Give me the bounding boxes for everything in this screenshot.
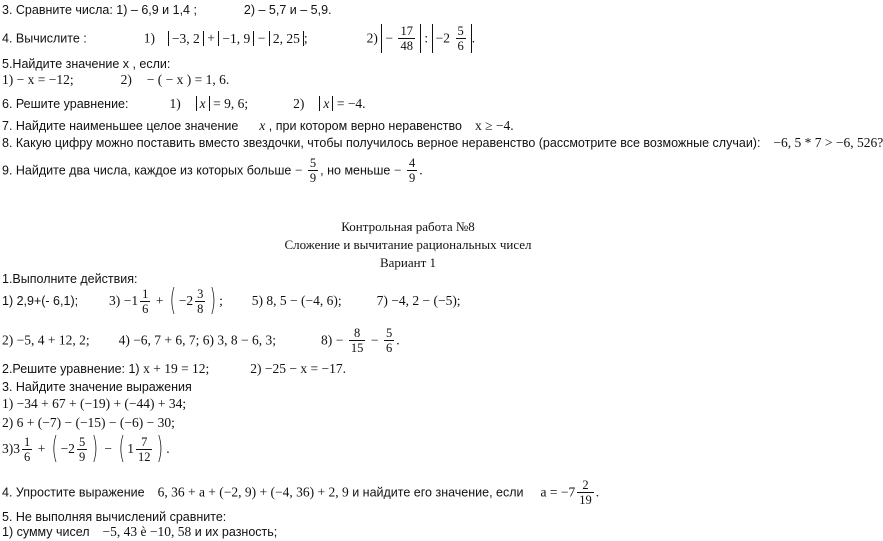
- right-paren: ): [157, 431, 164, 466]
- task-5-text: 1) сумму чисел: [2, 525, 90, 539]
- fraction: $\frac{5}{9}$: [78, 434, 86, 464]
- mixed-number-whole: −2: [178, 293, 194, 308]
- left-paren: (: [51, 431, 58, 466]
- task-1-title: 1.Выполните действия:: [2, 272, 138, 286]
- fraction: $\frac{8}{15}$: [350, 326, 364, 355]
- task-1-expr-4-6: 4) −6, 7 + 6, 7; 6) 3, 8 − 6, 3;: [118, 332, 277, 348]
- task-3-expr-3: [2, 431, 170, 470]
- task-5-part-1: [2, 524, 277, 540]
- abs-x: x: [196, 96, 210, 111]
- task-5-title: 5. Не выполняя вычислений сравните:: [2, 510, 227, 524]
- fraction: $\frac{5}{9}$: [309, 156, 317, 185]
- problem-7-inequality: x ≥ −4.: [474, 118, 514, 133]
- problem-4-index-1: 1): [143, 30, 155, 46]
- task-1-row-1: [2, 283, 461, 322]
- operator: −: [104, 441, 113, 456]
- problem-7-rest: , при котором верно неравенство: [268, 119, 462, 133]
- problem-6-part-2: = −4.: [336, 96, 366, 111]
- problem-5-title: 5.Найдите значение x , если:: [2, 57, 171, 71]
- fraction: $\frac{4}{9}$: [408, 156, 416, 185]
- task-2-text: 2.Решите уравнение: 1): [2, 362, 140, 376]
- task-4: [2, 478, 599, 510]
- problem-5-part-2: − ( − x ) = 1, 6.: [146, 72, 230, 87]
- variant-label: Вариант 1: [379, 255, 437, 270]
- task-2-eq-2: 2) −25 − x = −17.: [250, 361, 346, 376]
- task-2: [2, 361, 346, 377]
- right-paren: ): [91, 431, 99, 466]
- task-4-text: 4. Упростите выражение: [2, 485, 145, 500]
- task-1-expr-2: 2) −5, 4 + 12, 2;: [2, 332, 90, 348]
- period: .: [419, 162, 423, 178]
- abs-x: x: [319, 96, 333, 111]
- problem-6-text: 6. Решите уравнение:: [2, 97, 129, 111]
- variable-x: x: [259, 118, 266, 133]
- task-1-expr-7: 7) −4, 2 − (−5);: [376, 293, 461, 308]
- operator: +: [37, 441, 46, 456]
- fraction: $\frac{1}{6}$: [24, 434, 31, 464]
- task-1-index-3: 3): [109, 293, 121, 308]
- operator: +: [207, 30, 215, 46]
- mixed-number-whole: 3: [13, 441, 20, 456]
- period: .: [396, 332, 400, 348]
- task-4-mid: и найдите его значение, если: [352, 485, 524, 500]
- problem-5-part-1: 1) − x = −12;: [2, 72, 74, 87]
- semicolon: ;: [219, 293, 223, 308]
- problem-6-part-1: = 9, 6;: [213, 96, 249, 111]
- problem-3-part-2: 2) – 5,7 и – 5,9.: [243, 3, 332, 17]
- mixed-number-whole: −1: [123, 293, 139, 308]
- operator: −: [335, 332, 344, 348]
- task-5-rest: и их разность;: [194, 525, 278, 539]
- right-paren: ): [209, 283, 217, 318]
- problem-6: [2, 96, 366, 112]
- abs-fraction-2: −2 $\frac{5}{6}$: [432, 24, 472, 53]
- abs-fraction-1: − $\frac{17}{48}$: [381, 24, 421, 53]
- task-1-row-2: [2, 326, 400, 358]
- task-3-expr-1: 1) −34 + 67 + (−19) + (−44) + 34;: [2, 396, 187, 411]
- problem-8-inequality: −6, 5 * 7 > −6, 526?: [773, 135, 883, 150]
- abs-value-3: 2, 25: [269, 31, 304, 46]
- problem-7: [2, 118, 514, 134]
- fraction: $\frac{7}{12}$: [137, 434, 151, 464]
- operator: −: [257, 30, 266, 46]
- task-4-expression: 6, 36 + a + (−2, 9) + (−4, 36) + 2, 9: [157, 484, 349, 500]
- left-paren: (: [169, 283, 177, 318]
- task-3-title: 3. Найдите значение выражения: [2, 380, 192, 394]
- problem-4-index-2: 2): [366, 30, 378, 46]
- period: .: [595, 484, 600, 500]
- problem-8: [2, 135, 883, 151]
- fraction: $\frac{3}{8}$: [197, 286, 204, 316]
- left-paren: (: [118, 431, 125, 466]
- period: .: [166, 441, 170, 456]
- task-3-expr-2: 2) 6 + (−7) − (−15) − (−6) − 30;: [2, 415, 175, 430]
- fraction: $\frac{17}{48}$: [400, 24, 413, 53]
- problem-9: 9. Найдите два числа, каждое из которых больше − $\frac{5}{9}$ , но меньше − $\frac{4}{9}$ .: [2, 156, 423, 185]
- task-1-expr-1: 1) 2,9+(- 6,1);: [2, 294, 79, 308]
- problem-3-text: 3. Сравните числа: 1) – 6,9 и 1,4 ;: [2, 3, 197, 17]
- problem-4-text: 4. Вычислите :: [2, 31, 87, 46]
- fraction: $\frac{5}{6}$: [457, 24, 464, 53]
- task-1-index-8: 8): [321, 332, 333, 348]
- problem-6-index-2: 2): [293, 96, 305, 111]
- semicolon: ;: [303, 30, 308, 46]
- mixed-number-whole: −2: [60, 441, 75, 456]
- abs-value-2: −1, 9: [218, 31, 254, 46]
- test-title: Контрольная работа №8: [341, 219, 475, 234]
- fraction: $\frac{1}{6}$: [142, 286, 149, 316]
- abs-value-1: −3, 2: [168, 31, 204, 46]
- test-subtitle: Сложение и вычитание рациональных чисел: [284, 237, 532, 252]
- problem-6-index-1: 1): [169, 96, 181, 111]
- task-1-expr-5: 5) 8, 5 − (−4, 6);: [251, 293, 342, 308]
- operator: −: [370, 332, 379, 348]
- task-2-eq-1: x + 19 = 12;: [143, 361, 210, 376]
- problem-5-index-2: 2): [120, 72, 132, 87]
- problem-5-parts: [2, 72, 229, 88]
- task-3-index-3: 3): [2, 441, 14, 456]
- fraction: $\frac{2}{19}$: [579, 478, 592, 507]
- mixed-number-whole: 1: [127, 441, 134, 456]
- problem-8-text: 8. Какую цифру можно поставить вместо звездочки, чтобы получилось верное неравенство (рассмотрите все возможные случаи):: [2, 136, 761, 150]
- task-4-value: a = −7: [540, 484, 576, 500]
- period: .: [471, 30, 476, 46]
- problem-3: [2, 2, 332, 18]
- colon: :: [424, 30, 429, 46]
- task-5-numbers: −5, 43 è −10, 58: [102, 524, 192, 539]
- operator: +: [155, 293, 164, 308]
- problem-7-text: 7. Найдите наименьшее целое значение: [2, 119, 239, 133]
- problem-9-text: 9. Найдите два числа, каждое из которых больше: [2, 163, 292, 178]
- problem-9-mid: , но меньше: [320, 163, 391, 178]
- fraction: $\frac{5}{6}$: [385, 326, 393, 355]
- problem-4: [2, 24, 475, 52]
